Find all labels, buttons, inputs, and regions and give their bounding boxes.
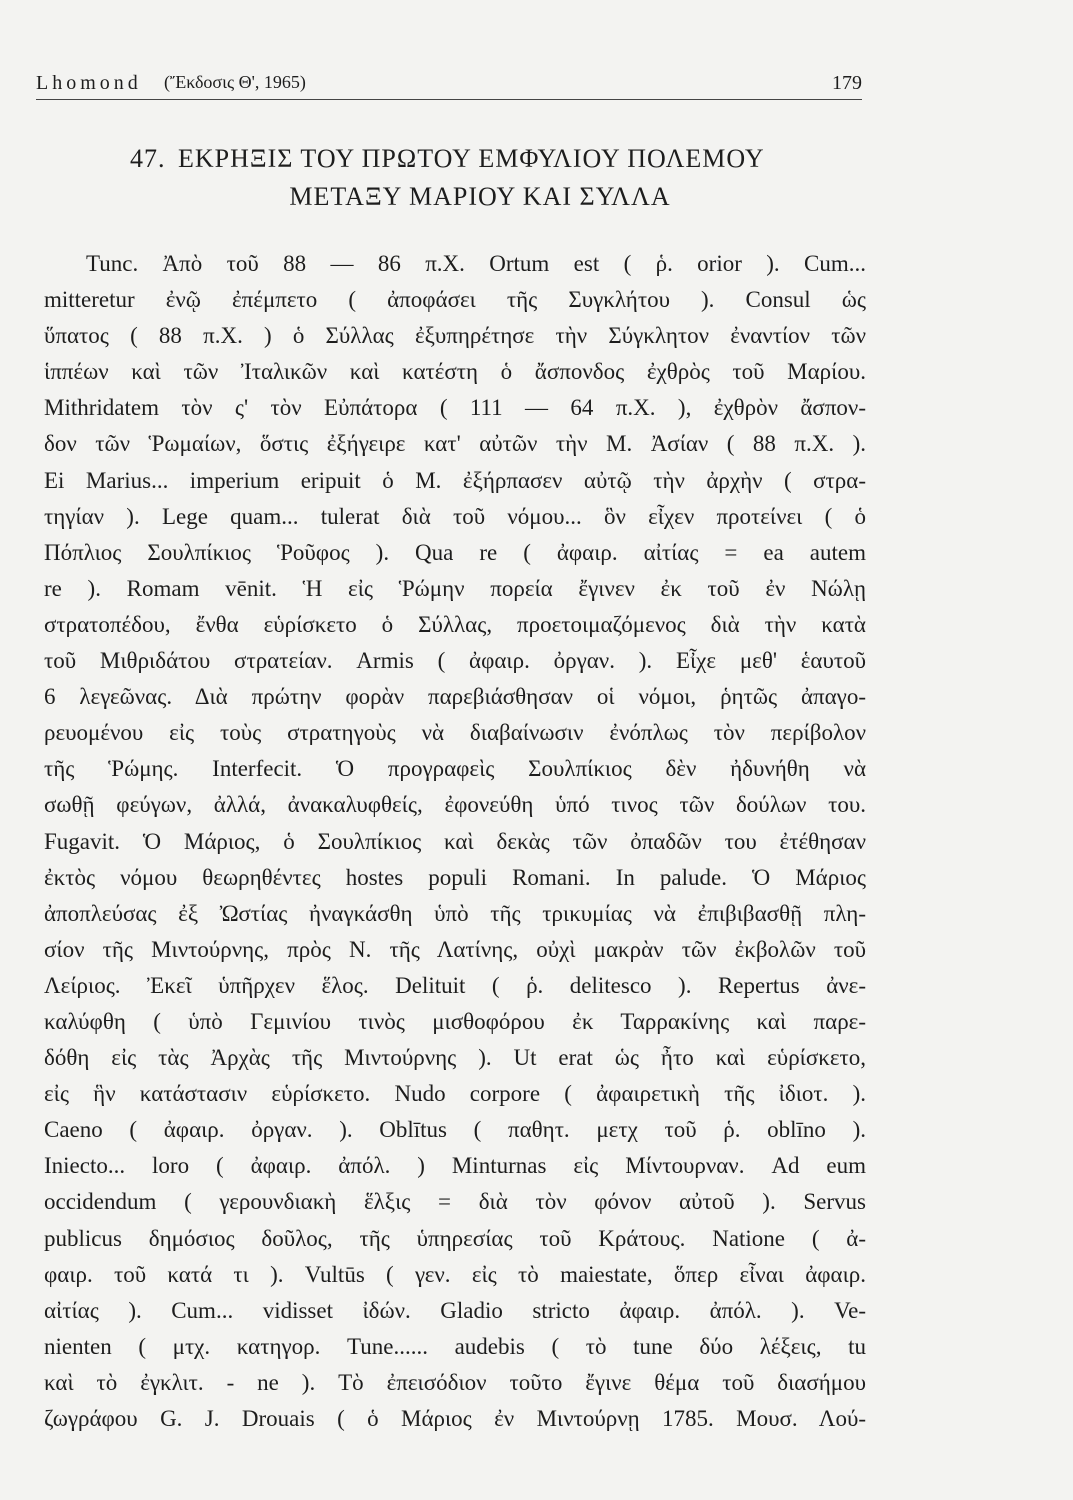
text-line: σίον τῆς Μιντούρνης, πρὸς Ν. τῆς Λατίνης, οὐχὶ μακρὰν τῶν ἐκβολῶν τοῦ <box>44 936 866 962</box>
section-title-line-1: ΕΚΡΗΞΙΣ ΤΟΥ ΠΡΩΤΟΥ ΕΜΦΥΛΙΟΥ ΠΟΛΕΜΟΥ <box>178 144 765 173</box>
text-line: Tunc. Ἀπὸ τοῦ 88 — 86 π.Χ. Ortum est ( ῥ. orior ). Cum... <box>86 251 866 276</box>
text-line: σωθῇ φεύγων, ἀλλά, ἀνακαλυφθείς, ἐφονεύθη ὑπό τινος τῶν δούλων του. <box>44 792 866 818</box>
text-line: στρατοπέδου, ἔνθα εὑρίσκετο ὁ Σύλλας, προετοιμαζόμενος διὰ τὴν κατὰ <box>44 611 866 637</box>
text-line: φαιρ. τοῦ κατά τι ). Vultūs ( γεν. εἰς τὸ maiestate, ὅπερ εἶναι ἀφαιρ. <box>44 1261 866 1287</box>
text-line: occidendum ( γερουνδιακὴ ἕλξις = διὰ τὸν φόνον αὐτοῦ ). Servus <box>44 1189 866 1215</box>
edition-note: (Ἔκδοσις Θ', 1965) <box>164 72 306 92</box>
text-line: αἰτίας ). Cum... vidisset ἰδών. Gladio stricto ἀφαιρ. ἀπόλ. ). Ve- <box>44 1297 866 1323</box>
text-line: Fugavit. Ὁ Μάριος, ὁ Σουλπίκιος καὶ δεκὰς τῶν ὀπαδῶν του ἐτέθησαν <box>44 828 866 854</box>
text-line: εἰς ἣν κατάστασιν εὑρίσκετο. Nudo corpore ( ἀφαιρετικὴ τῆς ἰδιοτ. ). <box>44 1081 866 1107</box>
text-line: ἐκτὸς νόμου θεωρηθέντες hostes populi Romani. In palude. Ὁ Μάριος <box>44 864 866 890</box>
text-line: Πόπλιος Σουλπίκιος Ῥοῦφος ). Qua re ( ἀφαιρ. αἰτίας = ea autem <box>44 539 866 565</box>
text-line: καλύφθη ( ὑπὸ Γεμινίου τινὸς μισθοφόρου ἐκ Ταρρακίνης καὶ παρε- <box>44 1008 866 1034</box>
text-line: ζωγράφου G. J. Drouais ( ὁ Μάριος ἐν Μιντούρνῃ 1785. Μουσ. Λού- <box>44 1406 866 1431</box>
page-number: 179 <box>832 72 862 94</box>
text-line: ὕπατος ( 88 π.Χ. ) ὁ Σύλλας ἐξυπηρέτησε τὴν Σύγκλητον ἐναντίον τῶν <box>44 323 866 349</box>
running-head <box>36 72 862 102</box>
text-line: ρευομένου εἰς τοὺς στρατηγοὺς νὰ διαβαίνωσιν ἐνόπλως τὸν περίβολον <box>44 720 866 746</box>
text-line: publicus δημόσιος δοῦλος, τῆς ὑπηρεσίας τοῦ Κράτους. Natione ( ἀ- <box>44 1225 866 1251</box>
text-line: τῆς Ῥώμης. Interfecit. Ὁ προγραφεὶς Σουλπίκιος δὲν ἠδυνήθη νὰ <box>44 756 866 782</box>
text-line: re ). Romam vēnit. Ἡ εἰς Ῥώμην πορεία ἔγινεν ἐκ τοῦ ἐν Νώλῃ <box>44 575 866 601</box>
section-number: 47. <box>130 144 166 173</box>
text-line: τηγίαν ). Lege quam... tulerat διὰ τοῦ νόμου... ὃν εἶχεν προτείνει ( ὁ <box>44 503 866 529</box>
text-line: ἀποπλεύσας ἐξ Ὠστίας ἠναγκάσθη ὑπὸ τῆς τρικυμίας νὰ ἐπιβιβασθῇ πλη- <box>44 900 866 926</box>
text-line: Λείριος. Ἐκεῖ ὑπῆρχεν ἕλος. Delituit ( ῥ. delitesco ). Repertus ἀνε- <box>44 972 866 998</box>
body-text <box>44 246 866 1437</box>
text-line: nienten ( μτχ. κατηγορ. Tune...... audebis ( τὸ tune δύο λέξεις, tu <box>44 1333 866 1359</box>
text-line: καὶ τὸ ἐγκλιτ. - ne ). Τὸ ἐπεισόδιον τοῦτο ἔγινε θέμα τοῦ διασήμου <box>44 1369 866 1395</box>
section-title-line-2: ΜΕΤΑΞΥ ΜΑΡΙΟΥ ΚΑΙ ΣΥΛΛΑ <box>289 182 671 211</box>
text-line: δόθη εἰς τὰς Ἀρχὰς τῆς Μιντούρνης ). Ut erat ὡς ἦτο καὶ εὑρίσκετο, <box>44 1045 866 1071</box>
author-name: Lhomond <box>36 72 142 94</box>
header-rule <box>36 99 862 100</box>
text-line: 6 λεγεῶνας. Διὰ πρώτην φορὰν παρεβιάσθησαν οἱ νόμοι, ῥητῶς ἀπαγο- <box>44 684 866 710</box>
text-line: mitteretur ἐνῷ ἐπέμπετο ( ἀποφάσει τῆς Συγκλήτου ). Consul ὡς <box>44 287 866 313</box>
text-line: τοῦ Μιθριδάτου στρατείαν. Armis ( ἀφαιρ. ὀργαν. ). Εἶχε μεθ' ἑαυτοῦ <box>44 648 866 674</box>
text-line: ἱππέων καὶ τῶν Ἰταλικῶν καὶ κατέστη ὁ ἄσπονδος ἐχθρὸς τοῦ Μαρίου. <box>44 359 866 385</box>
text-line: Caeno ( ἀφαιρ. ὀργαν. ). Oblītus ( παθητ. μετχ τοῦ ῥ. oblīno ). <box>44 1117 866 1143</box>
text-line: δον τῶν Ῥωμαίων, ὅστις ἐξήγειρε κατ' αὐτῶν τὴν Μ. Ἀσίαν ( 88 π.Χ. ). <box>44 431 866 457</box>
text-line: Iniecto... loro ( ἀφαιρ. ἀπόλ. ) Minturnas εἰς Μίντουρναν. Ad eum <box>44 1153 866 1179</box>
text-line: Ei Marius... imperium eripuit ὁ Μ. ἐξήρπασεν αὐτῷ τὴν ἀρχὴν ( στρα- <box>44 467 866 493</box>
text-line: Mithridatem τὸν ς' τὸν Εὐπάτορα ( 111 — 64 π.Χ. ), ἐχθρὸν ἄσπον- <box>44 395 866 421</box>
